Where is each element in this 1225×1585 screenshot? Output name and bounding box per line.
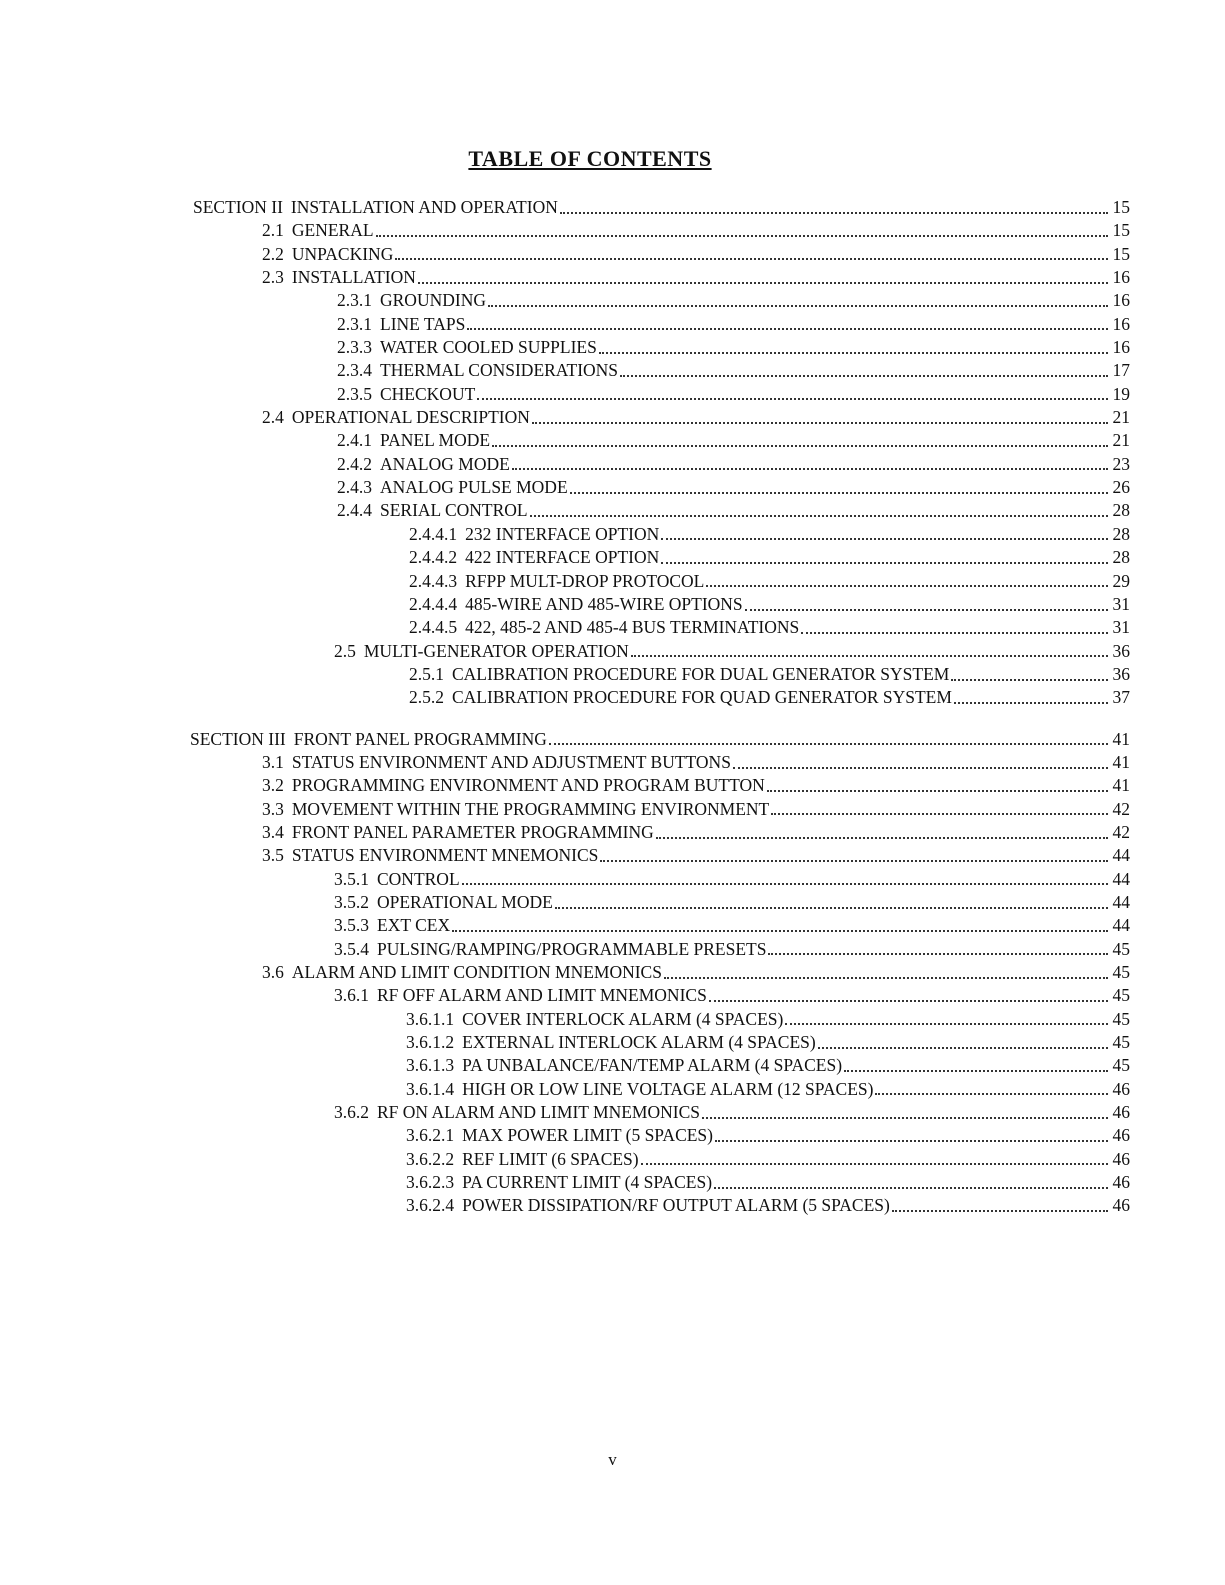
toc-entry-number: 2.4.1	[337, 430, 372, 451]
toc-entry[interactable]	[0, 1008, 1130, 1031]
toc-entry-number: 2.5	[334, 640, 356, 661]
toc-entry-number: 3.6.2	[334, 1102, 369, 1123]
toc-entry-number: 2.4.4.5	[409, 617, 458, 638]
toc-entry[interactable]	[0, 406, 1130, 429]
dot-leader	[549, 729, 1108, 745]
toc-entry-number: 2.2	[262, 243, 284, 264]
toc-entry-page: 16	[1112, 267, 1130, 288]
toc-entry-title: CALIBRATION PROCEDURE FOR DUAL GENERATOR SYSTEM	[452, 663, 950, 684]
toc-entry-page: 42	[1112, 798, 1130, 819]
toc-entry-title: MULTI-GENERATOR OPERATION	[363, 640, 629, 661]
toc-entry[interactable]	[0, 499, 1130, 522]
toc-entry-number: 3.6.1.2	[406, 1032, 455, 1053]
toc-entry-number: 2.4	[262, 407, 284, 428]
toc-entry-number: 3.6	[262, 962, 284, 982]
toc-entry-title: 232 INTERFACE OPTION	[465, 523, 660, 544]
toc-entry[interactable]	[0, 359, 1130, 382]
toc-entry-page: 41	[1112, 751, 1130, 772]
toc-entry-title: MAX POWER LIMIT (5 SPACES)	[462, 1125, 713, 1146]
toc-entry-page: 46	[1112, 1078, 1130, 1099]
toc-entry-title: 485-WIRE AND 485-WIRE OPTIONS	[465, 593, 743, 614]
toc-entry-page: 45	[1112, 1032, 1130, 1053]
toc-entry-title: REF LIMIT (6 SPACES)	[462, 1148, 639, 1169]
dot-leader	[376, 221, 1108, 237]
dot-leader	[709, 986, 1108, 1002]
toc-entry-title: PANEL MODE	[380, 430, 491, 451]
toc-entry-number: 2.4.4.3	[409, 570, 458, 591]
toc-entry-title: 422, 485-2 AND 485-4 BUS TERMINATIONS	[465, 617, 800, 638]
toc-entry-number: 2.3.1	[337, 290, 372, 311]
toc-entry-number: 3.6.2.3	[406, 1172, 455, 1193]
section-gap	[0, 710, 1225, 728]
toc-entry[interactable]	[0, 546, 1130, 569]
toc-entry-title: EXT CEX	[377, 915, 451, 936]
toc-entry[interactable]	[0, 570, 1130, 593]
toc-entry-page: 46	[1112, 1102, 1130, 1123]
dot-leader	[452, 916, 1108, 932]
toc-entry[interactable]	[0, 798, 1130, 821]
toc-entry[interactable]	[0, 686, 1130, 709]
toc-entry-number: 3.6.2.4	[406, 1195, 455, 1216]
toc-entry[interactable]	[0, 1194, 1130, 1217]
toc-entry[interactable]	[0, 1031, 1130, 1054]
toc-entry-title: CHECKOUT	[380, 383, 476, 404]
toc-entry-page: 36	[1112, 640, 1130, 661]
toc-entry-page: 42	[1112, 821, 1130, 842]
toc-entry[interactable]	[0, 266, 1130, 289]
toc-entry-page: 44	[1112, 868, 1130, 889]
toc-entry-title: FRONT PANEL PROGRAMMING	[293, 728, 547, 749]
toc-entry-number: 2.3.5	[337, 383, 372, 404]
toc-entry-page: 31	[1112, 617, 1130, 638]
dot-leader	[462, 869, 1108, 885]
dot-leader	[768, 939, 1108, 955]
toc-entry-title: WATER COOLED SUPPLIES	[380, 337, 597, 358]
toc-entry[interactable]	[0, 868, 1130, 891]
toc-entry-number: 3.5	[262, 845, 284, 866]
toc-entry-title: FRONT PANEL PARAMETER PROGRAMMING	[291, 821, 654, 842]
toc-entry-page: 28	[1112, 500, 1130, 521]
toc-entry-number: 3.6.2.1	[406, 1125, 455, 1146]
toc-entry-title: LINE TAPS	[380, 313, 466, 334]
toc-entry-page: 28	[1112, 523, 1130, 544]
toc-entry-number: 3.5.1	[334, 868, 369, 889]
toc-entry[interactable]	[0, 640, 1130, 663]
dot-leader	[702, 1103, 1108, 1119]
toc-entry-page: 41	[1112, 775, 1130, 796]
dot-leader	[954, 688, 1108, 704]
toc-entry[interactable]	[0, 1054, 1130, 1077]
toc-entry[interactable]	[0, 728, 1130, 751]
dot-leader	[706, 571, 1108, 587]
toc-entry-page: 19	[1112, 383, 1130, 404]
dot-leader	[714, 1173, 1108, 1189]
dot-leader	[951, 665, 1108, 681]
dot-leader	[656, 823, 1108, 839]
toc-entry-title: POWER DISSIPATION/RF OUTPUT ALARM (5 SPACES)	[462, 1195, 890, 1216]
toc-entry-number: 3.5.3	[334, 915, 369, 936]
toc-entry-title: ANALOG MODE	[380, 453, 510, 474]
toc-entry-number: 2.5.1	[409, 663, 444, 684]
toc-entry-title: CONTROL	[377, 868, 460, 889]
toc-entry-number: 3.3	[262, 798, 284, 819]
dot-leader	[771, 799, 1108, 815]
toc-entry[interactable]	[0, 453, 1130, 476]
toc-entry-number: 3.6.2.2	[406, 1148, 455, 1169]
toc-entry-page: 21	[1112, 407, 1130, 428]
toc-entry-number: 3.6.1.4	[406, 1078, 455, 1099]
dot-leader	[767, 776, 1108, 792]
toc-entry-page: 15	[1112, 197, 1130, 217]
toc-entry-title: STATUS ENVIRONMENT MNEMONICS	[291, 845, 599, 866]
toc-entry-title: THERMAL CONSIDERATIONS	[380, 360, 619, 381]
toc-entry[interactable]	[0, 844, 1130, 867]
dot-leader	[418, 268, 1108, 284]
toc-entry-page: 46	[1112, 1172, 1130, 1193]
dot-leader	[599, 338, 1108, 354]
toc-entry[interactable]	[0, 914, 1130, 937]
toc-entry[interactable]	[0, 243, 1130, 266]
toc-entry-number: 3.1	[262, 751, 284, 772]
toc-entry-page: 16	[1112, 313, 1130, 334]
toc-entry-page: 15	[1112, 243, 1130, 264]
toc-entry-title: OPERATIONAL DESCRIPTION	[291, 407, 530, 428]
toc-entry-page: 17	[1112, 360, 1130, 381]
toc-entry-page: 46	[1112, 1195, 1130, 1216]
toc-entry-title: RFPP MULT-DROP PROTOCOL	[465, 570, 705, 591]
toc-entry[interactable]	[0, 196, 1130, 219]
toc-entry-page: 45	[1112, 962, 1130, 982]
toc-entry-title: EXTERNAL INTERLOCK ALARM (4 SPACES)	[462, 1032, 816, 1053]
toc-entry-title: PA CURRENT LIMIT (4 SPACES)	[462, 1172, 713, 1193]
toc-entry[interactable]	[0, 289, 1130, 312]
toc-entry-title: INSTALLATION AND OPERATION	[290, 197, 558, 217]
page-number: v	[608, 1450, 617, 1469]
toc-entry-number: 3.6.1.3	[406, 1055, 455, 1076]
toc-entry[interactable]	[0, 961, 1130, 984]
toc-entry-title: PROGRAMMING ENVIRONMENT AND PROGRAM BUTTON	[291, 775, 765, 796]
toc-entry-number: 2.3.4	[337, 360, 372, 381]
toc-entry[interactable]	[0, 593, 1130, 616]
dot-leader	[532, 408, 1108, 424]
toc-entry[interactable]	[0, 313, 1130, 336]
toc-entry[interactable]	[0, 663, 1130, 686]
toc-entry-page: 21	[1112, 430, 1130, 451]
toc-entry-page: 15	[1112, 220, 1130, 241]
toc-entry[interactable]	[0, 821, 1130, 844]
toc-entry-title: OPERATIONAL MODE	[377, 891, 553, 912]
toc-entry[interactable]	[0, 751, 1130, 774]
dot-leader	[715, 1126, 1108, 1142]
dot-leader	[477, 384, 1108, 400]
dot-leader	[488, 291, 1108, 307]
dot-leader	[467, 314, 1108, 330]
toc-entry-title: PA UNBALANCE/FAN/TEMP ALARM (4 SPACES)	[462, 1055, 843, 1076]
toc-entry[interactable]	[0, 984, 1130, 1007]
toc-entry-page: 44	[1112, 845, 1130, 866]
toc-entry[interactable]	[0, 1148, 1130, 1171]
page-title: TABLE OF CONTENTS	[468, 146, 712, 171]
dot-leader	[875, 1079, 1108, 1095]
toc-entry-title: PULSING/RAMPING/PROGRAMMABLE PRESETS	[377, 938, 767, 959]
dot-leader	[530, 501, 1108, 517]
toc-entry[interactable]	[0, 616, 1130, 639]
toc-entry-title: ALARM AND LIMIT CONDITION MNEMONICS	[291, 962, 662, 982]
toc-entry-number: 3.2	[262, 775, 284, 796]
dot-leader	[631, 641, 1108, 657]
toc-entry-title: RF OFF ALARM AND LIMIT MNEMONICS	[377, 985, 707, 1006]
toc-entry-title: STATUS ENVIRONMENT AND ADJUSTMENT BUTTONS	[291, 751, 731, 772]
toc-entry-number: 2.3.3	[337, 337, 372, 358]
toc-entry-number: SECTION II	[193, 197, 283, 217]
dot-leader	[664, 963, 1108, 979]
toc-entry[interactable]	[0, 523, 1130, 546]
toc-entry[interactable]	[0, 1078, 1130, 1101]
dot-leader	[512, 454, 1108, 470]
toc-entry-page: 36	[1112, 663, 1130, 684]
toc-entry-title: INSTALLATION	[291, 267, 416, 288]
toc-entry-number: 3.5.4	[334, 938, 369, 959]
toc-entry-page: 16	[1112, 290, 1130, 311]
toc-entry-number: 3.4	[262, 821, 284, 842]
toc-entry[interactable]	[0, 336, 1130, 359]
dot-leader	[600, 846, 1108, 862]
toc-entry-title: 422 INTERFACE OPTION	[465, 547, 660, 568]
toc-entry-title: SERIAL CONTROL	[380, 500, 528, 521]
toc-entry-number: 2.5.2	[409, 687, 444, 708]
toc-entry-page: 45	[1112, 938, 1130, 959]
toc-entry-page: 45	[1112, 1008, 1130, 1029]
dot-leader	[785, 1009, 1108, 1025]
toc-entry-number: 2.4.2	[337, 453, 372, 474]
dot-leader	[492, 431, 1108, 447]
toc-entry-title: ANALOG PULSE MODE	[380, 477, 568, 498]
toc-entry[interactable]	[0, 891, 1130, 914]
dot-leader	[570, 478, 1108, 494]
toc-entry-number: 2.4.4.2	[409, 547, 458, 568]
toc-entry-page: 44	[1112, 891, 1130, 912]
toc-entry-page: 26	[1112, 477, 1130, 498]
toc-entry-page: 46	[1112, 1125, 1130, 1146]
toc-entry[interactable]	[0, 938, 1130, 961]
toc-entry-title: RF ON ALARM AND LIMIT MNEMONICS	[377, 1102, 700, 1123]
toc-entry-page: 28	[1112, 547, 1130, 568]
toc-entry[interactable]	[0, 1101, 1130, 1124]
toc-entry[interactable]	[0, 219, 1130, 242]
toc-entry[interactable]	[0, 429, 1130, 452]
dot-leader	[661, 548, 1108, 564]
dot-leader	[892, 1196, 1108, 1212]
toc-entry-number: 2.3	[262, 267, 284, 288]
toc-entry-page: 37	[1112, 687, 1130, 708]
toc-entry-page: 46	[1112, 1148, 1130, 1169]
dot-leader	[745, 595, 1108, 611]
toc-entry-page: 45	[1112, 1055, 1130, 1076]
toc-entry-number: 2.4.4.1	[409, 523, 458, 544]
toc-entry-title: HIGH OR LOW LINE VOLTAGE ALARM (12 SPACES)	[462, 1078, 874, 1099]
toc-entry-page: 31	[1112, 593, 1130, 614]
toc-entry-number: 3.6.1.1	[406, 1008, 455, 1029]
toc-entry[interactable]	[0, 476, 1130, 499]
dot-leader	[818, 1033, 1108, 1049]
toc-entry-page: 23	[1112, 453, 1130, 474]
toc-entry-title: MOVEMENT WITHIN THE PROGRAMMING ENVIRONMENT	[291, 798, 770, 819]
toc-entry-number: 2.4.4.4	[409, 593, 458, 614]
dot-leader	[555, 893, 1108, 909]
toc-entry-number: 2.4.3	[337, 477, 372, 498]
toc-entry-title: UNPACKING	[291, 243, 394, 264]
dot-leader	[560, 198, 1108, 214]
dot-leader	[661, 524, 1108, 540]
toc-entry[interactable]	[0, 1171, 1130, 1194]
dot-leader	[844, 1056, 1108, 1072]
toc-entry-number: 2.1	[262, 220, 284, 241]
dot-leader	[733, 753, 1108, 769]
dot-leader	[395, 244, 1108, 260]
dot-leader	[641, 1149, 1108, 1165]
dot-leader	[620, 361, 1108, 377]
toc-entry-page: 29	[1112, 570, 1130, 591]
toc-entry-title: GENERAL	[291, 220, 374, 241]
toc-entry-number: 2.3.1	[337, 313, 372, 334]
toc-entry-title: CALIBRATION PROCEDURE FOR QUAD GENERATOR SYSTEM	[452, 687, 952, 708]
table-of-contents	[0, 196, 1225, 1218]
dot-leader	[801, 618, 1108, 634]
toc-entry-page: 44	[1112, 915, 1130, 936]
toc-entry-number: 3.6.1	[334, 985, 369, 1006]
toc-entry-number: SECTION III	[190, 728, 286, 749]
toc-entry-page: 45	[1112, 985, 1130, 1006]
toc-entry-number: 2.4.4	[337, 500, 372, 521]
toc-entry-title: GROUNDING	[380, 290, 486, 311]
toc-entry[interactable]	[0, 774, 1130, 797]
toc-entry[interactable]	[0, 1124, 1130, 1147]
toc-entry-number: 3.5.2	[334, 891, 369, 912]
toc-entry-page: 41	[1112, 728, 1130, 749]
toc-entry-title: COVER INTERLOCK ALARM (4 SPACES)	[462, 1008, 784, 1029]
toc-entry-page: 16	[1112, 337, 1130, 358]
toc-entry[interactable]	[0, 383, 1130, 406]
